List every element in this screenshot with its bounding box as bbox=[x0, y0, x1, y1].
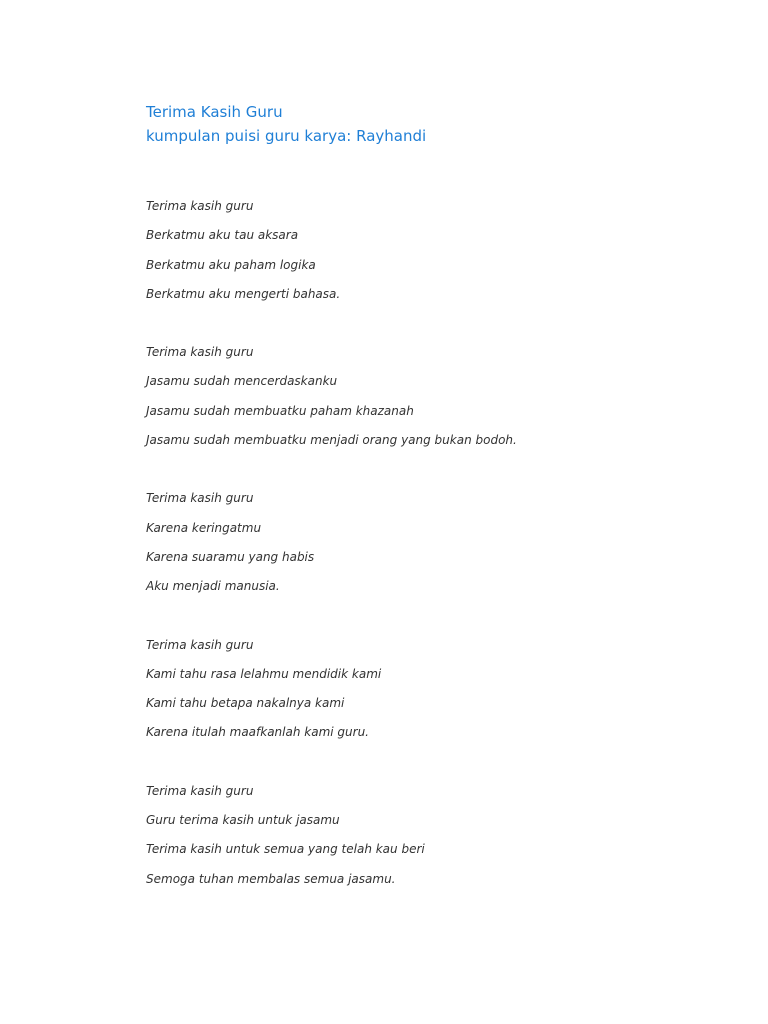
poem-line: Jasamu sudah membuatku menjadi orang yang bukan bodoh. bbox=[146, 433, 517, 448]
poem-line: Karena keringatmu bbox=[146, 520, 262, 535]
stanza bbox=[146, 342, 517, 459]
title-block bbox=[146, 100, 426, 148]
poem-line: Berkatmu aku mengerti bahasa. bbox=[146, 286, 341, 301]
poem-line: Jasamu sudah mencerdaskanku bbox=[146, 374, 338, 389]
stanza bbox=[146, 196, 517, 313]
document-subtitle: kumpulan puisi guru karya: Rayhandi bbox=[146, 127, 427, 145]
poem-line: Aku menjadi manusia. bbox=[146, 579, 280, 594]
poem-body bbox=[146, 196, 517, 927]
poem-line: Terima kasih untuk semua yang telah kau beri bbox=[146, 842, 425, 857]
poem-line: Berkatmu aku paham logika bbox=[146, 257, 316, 272]
document-title: Terima Kasih Guru bbox=[146, 103, 283, 121]
stanza bbox=[146, 635, 517, 752]
poem-line: Terima kasih guru bbox=[146, 491, 254, 506]
poem-line: Terima kasih guru bbox=[146, 783, 254, 798]
poem-line: Kami tahu betapa nakalnya kami bbox=[146, 696, 345, 711]
stanza bbox=[146, 488, 517, 605]
poem-line: Berkatmu aku tau aksara bbox=[146, 228, 299, 243]
poem-line: Terima kasih guru bbox=[146, 199, 254, 213]
poem-line: Terima kasih guru bbox=[146, 637, 254, 652]
poem-line: Semoga tuhan membalas semua jasamu. bbox=[146, 871, 396, 886]
poem-line: Karena itulah maafkanlah kami guru. bbox=[146, 725, 369, 740]
stanza bbox=[146, 781, 517, 898]
poem-line: Kami tahu rasa lelahmu mendidik kami bbox=[146, 666, 382, 681]
poem-line: Karena suaramu yang habis bbox=[146, 549, 315, 564]
poem-line: Guru terima kasih untuk jasamu bbox=[146, 813, 340, 828]
poem-line: Jasamu sudah membuatku paham khazanah bbox=[146, 403, 414, 418]
poem-line: Terima kasih guru bbox=[146, 345, 254, 360]
